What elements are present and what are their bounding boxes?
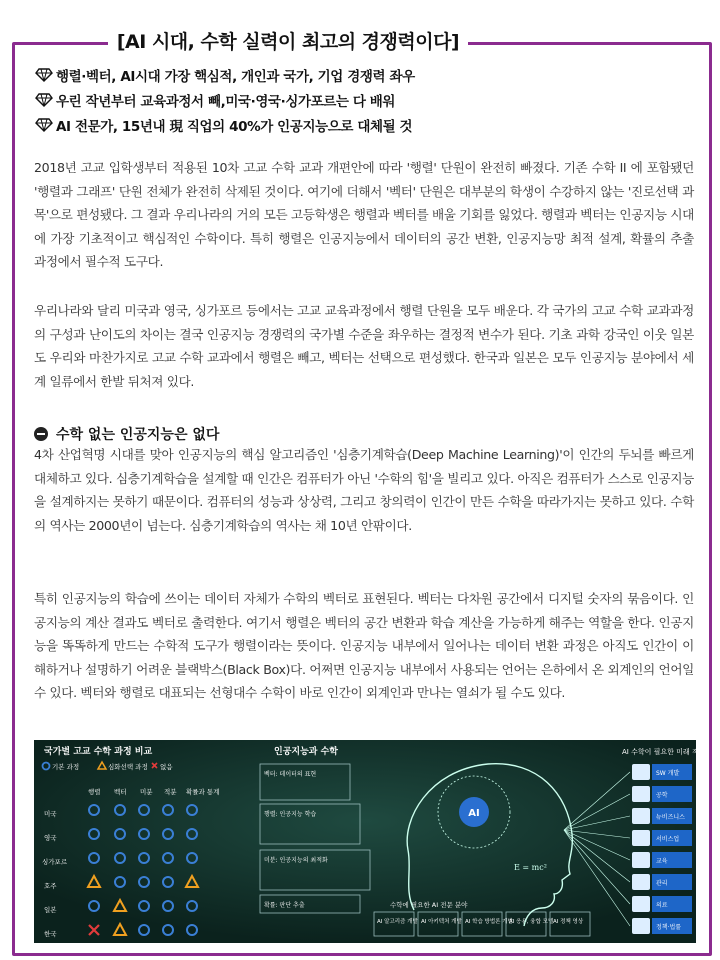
- bottom-item-label: AI 아키텍처 개발: [421, 919, 462, 925]
- minus-circle-icon: [34, 427, 48, 441]
- paragraph: 우리나라와 달리 미국과 영국, 싱가포르 등에서는 고교 교육과정에서 행렬 단원을 모두 배운다. 각 국가의 고교 수학 교과과정의 구성과 난이도의 차이는 결국 인공지능 경쟁력의 국가별 수준을 좌우하는 결정적 변수가 된다. 기초 과학 강국인 이웃 일본도 우리와 마찬가지로 고교 수학 교과에서 행렬은 빼고, 벡터는 선택으로 편성했다. 한국과 일본은 모두 인공지능 분야에서 세계 일류에서 한발 뒤처져 있다.: [34, 303, 694, 389]
- job-icon: [632, 918, 650, 934]
- title-container: [108, 24, 468, 60]
- center-bottom-title: 수학에 필요한 AI 전문 분야: [390, 901, 468, 909]
- center-box-label: 미분: 인공지능의 최적화: [264, 857, 328, 864]
- job-icon: [632, 830, 650, 846]
- job-label: 관리: [656, 880, 668, 887]
- bullet-item: [36, 87, 696, 112]
- bullet-item: [36, 62, 696, 87]
- bottom-item-label: AI 학습 방법론 개발: [465, 919, 513, 925]
- column-header: 벡터: [114, 788, 127, 796]
- job-icon: [632, 808, 650, 824]
- brain-label: AI: [468, 808, 480, 819]
- bullet-item: [36, 112, 696, 137]
- paragraph: 2018년 고교 입학생부터 적용된 10차 고교 수학 교과 개편안에 따라 '행렬' 단원이 완전히 빠졌다. 기존 수학 II 에 포함됐던 '행렬과 그래프' 단원 전체가 완전히 삭제된 것이다. 여기에 더해서 '벡터' 단원은 대부분의 학생이 수강하지 않는 '진로선택 과목'으로 편성됐다. 그 결과 우리나라의 거의 모든 고등학생은 행렬과 벡터를 배울 기회를 잃었다. 행렬과 벡터는 인공지능 시대에 가장 기초적이고 핵심적인 수학이다. 특히 행렬은 인공지능에서 데이터의 공간 변환, 인공지능망 최적 설계, 확률의 추출 과정에서 필수적 도구다.: [34, 160, 694, 270]
- article-title: [AI 시대, 수학 실력이 최고의 경쟁력이다]: [116, 31, 460, 53]
- job-label: 뉴비즈니스: [656, 814, 685, 821]
- job-icon: [632, 764, 650, 780]
- section-heading: [34, 424, 219, 444]
- legend-label: 없음: [160, 763, 173, 771]
- job-label: 서비스업: [656, 836, 680, 843]
- center-box-label: 확률: 판단 추출: [264, 902, 305, 909]
- formula-label: E = mc²: [514, 863, 547, 872]
- jobs-title: AI 수학이 필요한 미래 직업: [622, 748, 706, 756]
- bullet-text: 행렬·벡터, AI시대 가장 핵심적, 개인과 국가, 기업 경쟁력 좌우: [56, 68, 415, 85]
- bottom-item-label: AI 알고리즘 개발: [377, 919, 418, 925]
- row-label: 한국: [44, 930, 57, 938]
- legend-label: 심화선택 과정: [108, 763, 148, 771]
- job-icon: [632, 874, 650, 890]
- job-icon: [632, 786, 650, 802]
- bullet-text: 우린 작년부터 교육과정서 빼,미국·영국·싱가포르는 다 배워: [56, 93, 396, 110]
- diamond-icon: [36, 68, 52, 82]
- row-label: 영국: [44, 834, 57, 842]
- job-icon: [632, 852, 650, 868]
- row-label: 미국: [44, 810, 57, 818]
- row-label: 일본: [44, 906, 57, 914]
- diamond-icon: [36, 118, 52, 132]
- section-heading-text: 수학 없는 인공지능은 없다: [56, 427, 220, 443]
- legend-label: 기본 과정: [52, 763, 80, 771]
- job-label: SW 개발: [656, 770, 680, 777]
- ai-math-infographic: [34, 740, 706, 943]
- job-label: 교육: [656, 858, 668, 865]
- column-header: 미분: [140, 788, 153, 796]
- bullet-list: [36, 62, 696, 137]
- job-label: 공학: [656, 792, 668, 799]
- column-header: 행렬: [88, 788, 101, 796]
- job-label: 정책·법률: [656, 924, 682, 931]
- paragraph: 4차 산업혁명 시대를 맞아 인공지능의 핵심 알고리즘인 '심층기계학습(Deep Machine Learning)'이 인간의 두뇌를 빠르게 대체하고 있다. 심층기계학습을 설계할 때 인간은 컴퓨터가 아닌 '수학의 힘'을 빌리고 있다. 아직은 컴퓨터가 스스로 인공지능을 설계하지는 못하기 때문이다. 컴퓨터의 성능과 상상력, 그리고 창의력이 인간이 만든 수학을 따라가지는 못하고 있다. 수학의 역사는 2000년이 넘는다. 심층기계학습의 역사는 채 10년 안팎이다.: [34, 447, 694, 533]
- row-label: 싱가포르: [42, 858, 68, 866]
- paragraph: 특히 인공지능의 학습에 쓰이는 데이터 자체가 수학의 벡터로 표현된다. 벡터는 다차원 공간에서 디지털 숫자의 묶음이다. 인공지능의 계산 결과도 벡터로 출력한다. 여기서 행렬은 벡터의 공간 변환과 학습 계산을 가능하게 해주는 역할을 한다. 인공지능을 똑똑하게 만드는 수학적 도구가 행렬이라는 뜻이다. 인공지능 내부에서 일어나는 데이터 변환 과정은 아직도 인간이 이해하거나 설명하기 어려운 블랙박스(Black Box)다. 어쩌면 인공지능 내부에서 사용되는 언어는 은하에서 온 외계인의 언어일 수 있다. 벡터와 행렬로 대표되는 선형대수 수학이 바로 인간이 외계인과 만나는 열쇠가 될 수도 있다.: [34, 591, 694, 701]
- row-label: 호주: [44, 882, 57, 890]
- column-header: 적분: [164, 788, 177, 796]
- bottom-item-label: AI 응용, 융합 모델: [509, 919, 554, 925]
- diamond-icon: [36, 93, 52, 107]
- bottom-item-label: AI 정책 영상: [553, 919, 584, 925]
- job-icon: [632, 896, 650, 912]
- table-title: 국가별 고교 수학 과정 비교: [44, 747, 153, 757]
- job-label: 의료: [656, 902, 668, 909]
- infographic-canvas: [34, 740, 706, 943]
- center-title: 인공지능과 수학: [274, 747, 338, 757]
- center-box-label: 벡터: 데이터의 표현: [264, 771, 317, 778]
- bullet-text: AI 전문가, 15년내 現 직업의 40%가 인공지능으로 대체될 것: [56, 118, 413, 135]
- center-box-label: 행렬: 인공지능 학습: [264, 811, 317, 818]
- column-header: 확률과 통계: [186, 788, 220, 796]
